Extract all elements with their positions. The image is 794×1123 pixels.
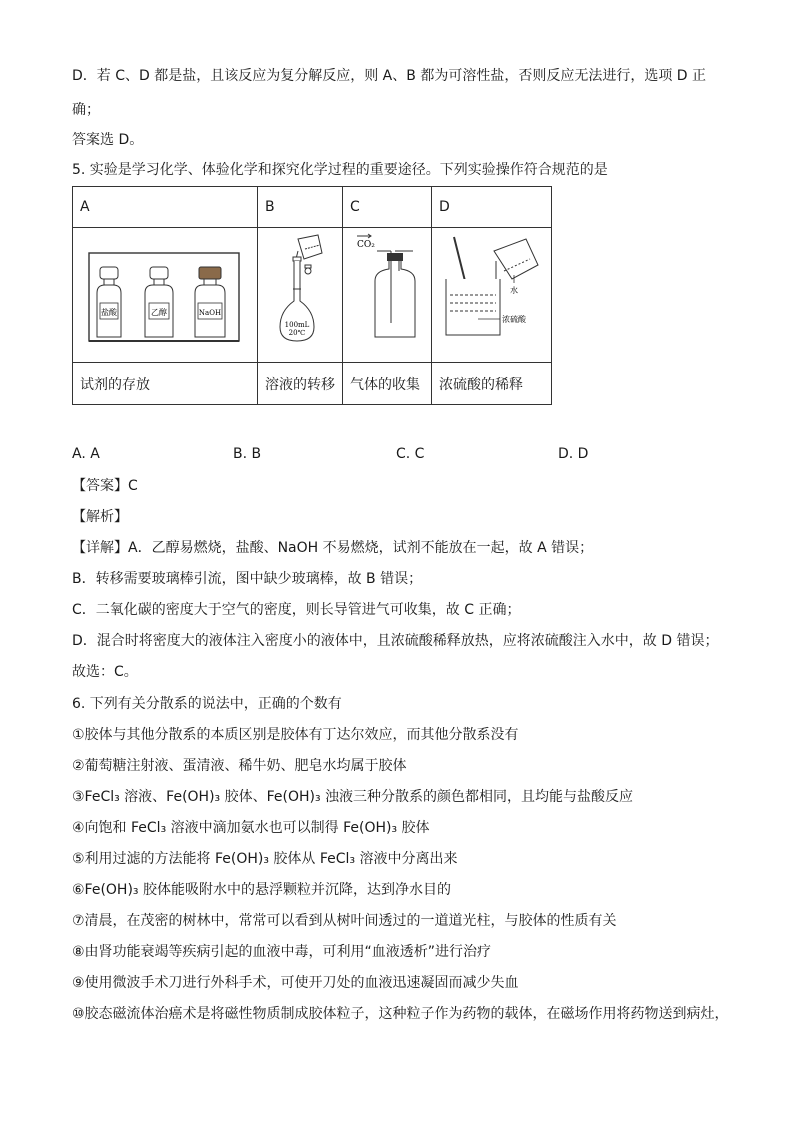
image-cell-d [432, 228, 552, 363]
gas-bottle-icon [375, 251, 415, 337]
q6-item-4: ④向饱和 FeCl₃ 溶液中滴加氨水也可以制得 Fe(OH)₃ 胶体 [72, 820, 430, 836]
header-d: D [432, 187, 552, 228]
stopper-icon [305, 265, 311, 274]
option-c: C. C [396, 446, 425, 462]
line-answer-d: 答案选 D。 [72, 132, 144, 148]
line-d-conclusion: D．若 C、D 都是盐，且该反应为复分解反应，则 A、B 都为可溶性盐，否则反应无法进行，选项 D 正 [72, 68, 706, 84]
q6-item-8: ⑧由肾功能衰竭等疾病引起的血液中毒，可利用“血液透析”进行治疗 [72, 944, 492, 960]
explanation-a: 【详解】A．乙醇易燃烧，盐酸、NaOH 不易燃烧，试剂不能放在一起，故 A 错误； [72, 540, 594, 556]
header-c: C [343, 187, 432, 228]
reagent-storage-figure [81, 233, 249, 353]
bottle-naoh-icon [195, 267, 225, 337]
option-a: A. A [72, 446, 100, 462]
solution-transfer-figure [268, 231, 332, 355]
q6-item-7: ⑦清晨，在茂密的树林中，常常可以看到从树叶间透过的一道道光柱，与胶体的性质有关 [72, 913, 617, 929]
answer-line: 【答案】C [72, 478, 138, 494]
flask-temp-label: 20℃ [288, 329, 306, 337]
header-a: A [73, 187, 258, 228]
bottle-ethanol-icon [145, 267, 173, 337]
image-cell-c [343, 228, 432, 363]
bottle-hcl-icon [97, 267, 121, 337]
upper-beaker-icon [494, 239, 538, 279]
q6-item-6: ⑥Fe(OH)₃ 胶体能吸附水中的悬浮颗粒并沉降，达到净水目的 [72, 882, 451, 898]
bottle2-label: 乙醇 [151, 308, 167, 317]
question-5-stem: 5. 实验是学习化学、体验化学和探究化学过程的重要途径。下列实验操作符合规范的是 [72, 162, 608, 178]
gas-label: CO₂ [357, 240, 375, 250]
bottle1-label: 盐酸 [101, 308, 117, 317]
question-6-stem: 6. 下列有关分散系的说法中，正确的个数有 [72, 696, 342, 712]
explanation-conclusion: 故选：C。 [72, 664, 138, 680]
option-b: B. B [233, 446, 262, 462]
q6-item-10: ⑩胶态磁流体治癌术是将磁性物质制成胶体粒子，这种粒子作为药物的载体，在磁场作用将药物送到病灶， [72, 1006, 729, 1022]
image-cell-a [73, 228, 258, 363]
water-label: 水 [509, 286, 518, 295]
caption-a: 试剂的存放 [73, 363, 258, 405]
line-correct: 确； [72, 102, 100, 118]
analysis-title: 【解析】 [72, 509, 128, 525]
acid-label: 浓硫酸 [501, 315, 526, 324]
q6-item-1: ①胶体与其他分散系的本质区别是胶体有丁达尔效应，而其他分散系没有 [72, 727, 519, 743]
lower-beaker-icon [446, 279, 500, 335]
explanation-d: D．混合时将密度大的液体注入密度小的液体中，且浓硫酸稀释放热，应将浓硫酸注入水中，故 D 错误； [72, 633, 719, 649]
bottle3-label: NaOH [198, 309, 222, 317]
option-d: D. D [558, 446, 589, 462]
explanation-b: B．转移需要玻璃棒引流，图中缺少玻璃棒，故 B 错误； [72, 571, 423, 587]
caption-b: 溶液的转移 [258, 363, 343, 405]
q6-item-3: ③FeCl₃ 溶液、Fe(OH)₃ 胶体、Fe(OH)₃ 浊液三种分散系的颜色都相同，且均能与盐酸反应 [72, 789, 634, 805]
image-cell-b [258, 228, 343, 363]
q6-item-9: ⑨使用微波手术刀进行外科手术，可使开刀处的血液迅速凝固而减少失血 [72, 975, 519, 991]
header-b: B [258, 187, 343, 228]
flask-volume-label: 100mL [284, 321, 310, 329]
acid-dilution-figure [438, 231, 546, 355]
explanation-c: C．二氧化碳的密度大于空气的密度，则长导管进气可收集，故 C 正确； [72, 602, 521, 618]
caption-c: 气体的收集 [343, 363, 432, 405]
experiment-table [72, 186, 552, 405]
caption-d: 浓硫酸的稀释 [432, 363, 552, 405]
q6-item-2: ②葡萄糖注射液、蛋清液、稀牛奶、肥皂水均属于胶体 [72, 758, 407, 774]
gas-collection-figure [353, 231, 421, 355]
pouring-beaker-icon [298, 235, 322, 259]
q6-item-5: ⑤利用过滤的方法能将 Fe(OH)₃ 胶体从 FeCl₃ 溶液中分离出来 [72, 851, 458, 867]
